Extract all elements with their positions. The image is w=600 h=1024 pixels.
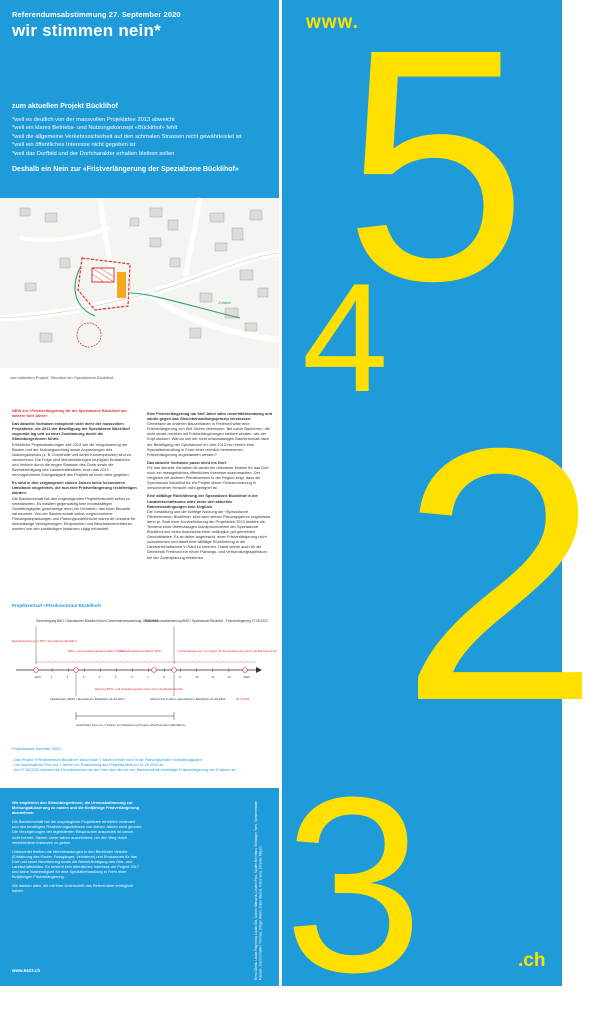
timeline-top-label: Genehmigung BNO / Spezialzone Bücklihof durch Gemeindeversammlung 15.06.2013 xyxy=(36,619,159,623)
paragraph-heading: Eine allfällige Rückführung der Spezialzone Bücklihof in die Landwirtschaftszone wäre unter den aktuellen Rahmenbedingungen kein Unglück. xyxy=(147,493,258,509)
timeline-year-label: 12 xyxy=(227,675,231,679)
timeline-span-label: Gewichtete Frist von 7 Jahren zur Realisierung Projekt «Pferdezentrum Bücklihof» xyxy=(76,723,186,727)
reason-item: *weil das Dorfbild und der Dorfcharakter erhalten bleiben sollen xyxy=(12,150,175,157)
flyer-header xyxy=(0,0,279,198)
timeline-bottom-label: Ablauf Frist 5 Jahre «Spezialzone Bücklihof» 01.09.2020 xyxy=(150,697,226,701)
paragraph-heading: Eine Fristverlängerung um fünf Jahre wäre unverhältnismässig und würde gegen das Gleichbehandlungsprinzip verstossen. xyxy=(147,411,272,422)
paragraph: Gemessen an anderen Bauvorhaben in Freienwil wäre eine Fristverlängerung von fünf Jahren überrissen. Bei solcle Bauherren, die nicht derart reichlich mit Fristverlängerungen bedient wurden, wie der Kopf stossen. Warum soll der nicht ortsansässigen Bauherrschaft nach der Bewilligung der Spezialzone im Jahr 2013 nun erneut eine Spezialbehandlung in Form einer reichlich bemessenen Fristverlängerung zugestanden werden? xyxy=(147,421,270,457)
flyer-subtitle: zum aktuellen Projekt Bücklihof xyxy=(12,103,118,110)
timeline-top-label: Referendumsabstimmung BNO / Spezialzone Bücklihof - Fristverlängerung 27.09.2020 xyxy=(145,619,268,623)
map-label-zufahrt: Zufahrt xyxy=(218,300,231,305)
timeline-bullet: - Am 27.09.2020 stimmen die Einwohnerinnen an der Urne über die von der Bauherrschaft beantragte Fristverlängerung von 5 Jahren ab. xyxy=(12,768,237,773)
footer-paragraph: Die Bauherrschaft hat die ursprüngliche Projektidee erheblich verändert und den bewilligten Realisierungszeitraum von sieben Jahren nicht genutzt. Die Verzögerungen der tagfristierten Einsprachen ansonsten ist darum nicht korrekt. Sieben Jahre wären ausreichend, um den Weg durch verschiedene Instanzen zu gehen. xyxy=(12,819,142,845)
poster-digit-5: 5 xyxy=(344,0,528,349)
lead-paragraph: NEIN zur «Fristverlängerung für die Spezialzone Bücklihof um weitere fünf Jahre» xyxy=(12,408,127,419)
poster-digit-4: 4 xyxy=(302,251,389,424)
footer-paragraph: Unbeachtet bleiben die Mehrbelastungen in den Bereichen Verkehr (Einfahrung des Kinder, Fussgänger, Velofahrer) und Emissionen für das Dorf und seine Bevölkerung sowie die Beeinträchtigung des Orts- und Landschaftsbildes. Es besteht kein öffentliches Interesse am Projekt 2017 und keine Notwendigkeit für eine Spezialbehandlung in Form einer fünfjährigen Fristverlängerung. xyxy=(12,848,140,880)
timeline-year-label: 7 xyxy=(147,675,149,679)
conclusion: Deshalb ein Nein zur «Fristverlängerung der Spezialzone Bücklihof» xyxy=(12,166,239,174)
flyer-footer xyxy=(0,788,279,986)
site-map xyxy=(0,198,279,368)
reason-item: *weil es deutlich von der massvollen Projektidee 2013 abweicht xyxy=(12,117,175,123)
paragraph-heading: Das aktuelle Vorhaben entspricht nicht mehr der massvollen Projektidee, die 2013 der Bewilligung der Spezialzone Bücklihof zugrunde lag und zu einer Zustimmung durch die Stimmbürgerinnen führte. xyxy=(12,421,130,442)
timeline-phase-label: Fristverlängerung um 5 Jahre für die Realisierung durch die Bauherrschaft xyxy=(178,649,277,653)
paragraph-heading: Es sind in den vergangenen sieben Jahren keine besonderen Umstände eingetreten, die nun eine Fristverlängerung rechtfertigen würden. xyxy=(12,480,137,496)
timeline-year-label: 5 xyxy=(114,675,117,679)
reasons-list xyxy=(12,116,267,158)
footer-paragraph: Wir danken allen, die mit ihrer Unterschrift das Referendum ermöglicht haben. xyxy=(12,883,134,894)
flyer-title: wir stimmen nein* xyxy=(12,21,161,40)
text-column-left xyxy=(12,408,137,531)
footer-recommendation: Wir empfehlen den Stimmbürgerinnen, die Urnenabstimmung zur Meinungsäusserung zu nutzen und die fünfjährige Fristverlängerung abzulehnen. xyxy=(12,800,140,816)
map-caption: zum aktuellen Projekt: Situation der Spezialzone Bücklihof xyxy=(10,375,114,380)
timeline-year-label: 10 xyxy=(195,675,199,679)
paragraph: Die Gestaltung und die künftige Nutzung der «Spezialzone Pferdezentrum Bücklihof» sind nach sieben Planungsjahren ungewisser denn je. Statt einer Konkretisierung der Projektidee 2013 besteht die Tendenz einer übermässigen Inanspruchnahme der Spezialzone Bücklihof und eines Ausreizens einer anfänglich gut gemeinten Geschäftsidee. Es ist daher angebracht, einer Fristverlängerung nicht zuzustimmen und damit eine allfällige Rückführung in die Landwirtschaftszone in Kauf zu nehmen. Damit würde auch für die Gemeinde Freienwil ein neuer Planungs- und Verhandlungsspielraum bei der Zonenplanung entstehen. xyxy=(147,508,271,560)
paragraph: Für das aktuelle Vorhaben ist weder ein relevanter Nutzen für das Dorf noch ein massgebliches öffentliches Interesse auszumachen. Der Vergleich mit anderen Pferdezentren in der Region zeigt, dass die Spezialzone Bücklihof für ein Projekt dieser Grössenordnung in verschiedener Hinsicht nicht geeignet ist. xyxy=(147,464,269,491)
timeline-year-label: 8 xyxy=(163,675,165,679)
timeline-phase-label: BNO- und Gestaltungsplanverfahren BNO xyxy=(68,649,124,653)
paragraph-heading: Das aktuelle Vorhaben passt nicht ins Dorf. xyxy=(147,459,227,465)
timeline-year-label: 9 xyxy=(179,675,181,679)
footer-url[interactable]: www.5423.ch xyxy=(12,968,41,973)
committee-names: Ernst Gloria, Laube Raymond, Laube Edi, Locher Manuela, Leutert Pius, Spuller Reinhard, Schwager Yves, Sommerhalder Pascale, Sommerhalder Thomas, Stieger Albert, Sutter Marcel, Vieira Vera, Zehnder Mirjam xyxy=(254,800,263,980)
footer-text xyxy=(12,800,142,894)
timeline-bottom-label: Inkrafttreten «BNO / Spezialzone Bücklihof» 01.09.2013 xyxy=(50,697,125,701)
poster-panel xyxy=(282,0,600,1024)
timeline-year-label: 4 xyxy=(98,675,101,679)
timeline-year-label: 3 xyxy=(82,675,85,679)
reason-item: *weil die allgemeine Verkehrssicherheit auf den schmalen Strassen nicht gewährleistet ist xyxy=(12,133,242,140)
timeline-bottom-label: 20.9.2025 xyxy=(236,697,250,701)
timeline-year-label: 2013 xyxy=(34,675,41,679)
building-footprint xyxy=(117,272,126,298)
timeline-bottom-label: Planung BNO- und Gestaltungsplan ohne durch die Bauherrschaft xyxy=(95,687,183,691)
paragraph: Erhebliche Projektänderungen seit 2013 wie die Vergrösserung der Bauten und der Nutzungsumfang sowie Anpassungen des Nutzungszwecks (z. B. Eventhalle und deren Konsequenzen) sind zu verzeichnen. Die Folge sind Mehrbelastungen bezüglich Emissionen und Verkehr durch die engen Strassen des Dorfs sowie die Beeinträchtigung des Landschaftsbildes. Auch das 2013 hervorgehobene Einzigartigkeit des Projekts ist nicht mehr gegeben. xyxy=(12,441,131,478)
timeline-phase-label: Gestaltungsplanverfahren BNO xyxy=(120,649,162,653)
timeline-bullet: - Das Projekt «Pferdezentrum Bücklihof» steckt nach 7 Jahren immer noch in der Planungsphase «Gestaltungsplan». xyxy=(12,758,204,762)
timeline-phase-label: Erstellungsfrist gem. BNO Spezialzone Bücklihof xyxy=(12,639,77,643)
poster-url-prefix: www. xyxy=(306,12,359,33)
site-map-drawing xyxy=(0,198,279,368)
vote-date: Referendumsabstimmung 27. September 2020 xyxy=(12,10,181,19)
reason-item: *weil ein öffentliches Interesse nicht gegeben ist xyxy=(12,142,136,149)
poster-digit-2: 2 xyxy=(400,374,600,776)
timeline-bullet: - Die ursprüngliche Frist von 7 Jahren zur Realisierung des Projektes läuft am 01.09.2020 ab. xyxy=(12,763,165,768)
reason-item: *weil ein klares Betriebs- und Nutzungskonzept «Bücklihof» fehlt xyxy=(12,125,178,132)
timeline-bullets xyxy=(12,758,236,774)
poster-digit-3: 3 xyxy=(284,745,424,1024)
timeline-year-label: 1 xyxy=(50,675,53,679)
text-column-right xyxy=(147,408,272,560)
flyer-panel xyxy=(0,0,279,986)
poster-url-suffix: .ch xyxy=(518,950,546,971)
paragraph: Die Bauherrschaft hat den ungenügenden Projektfortschritt selbst zu verantworten. Es existiert gegenwärtig kein rechtskräftiger Gestaltungsplan, geschweige denn ein Vorhaben, das einer Baureife nahekommt. Von der Bauherrschaft selbst vorgenommene Planungsanpassungen und Planungsunterbrüche waren dir Ursache für übermässige Verzögerungen. Einsprachen und Beschwerdeverfahren wurden von den zuständigen Instanzen zügig behandelt. xyxy=(12,495,136,532)
timeline-note: Projektstand Sommer 2020: xyxy=(12,746,62,751)
timeline-diagram xyxy=(10,612,277,742)
timeline-year-label: 2025 xyxy=(243,675,250,679)
timeline-year-label: 2 xyxy=(66,675,69,679)
timeline-year-label: 6 xyxy=(130,675,133,679)
timeline-year-label: 11 xyxy=(211,675,215,679)
timeline-title: Projektverlauf «Pferdezentrum Bücklihof» xyxy=(12,603,102,608)
